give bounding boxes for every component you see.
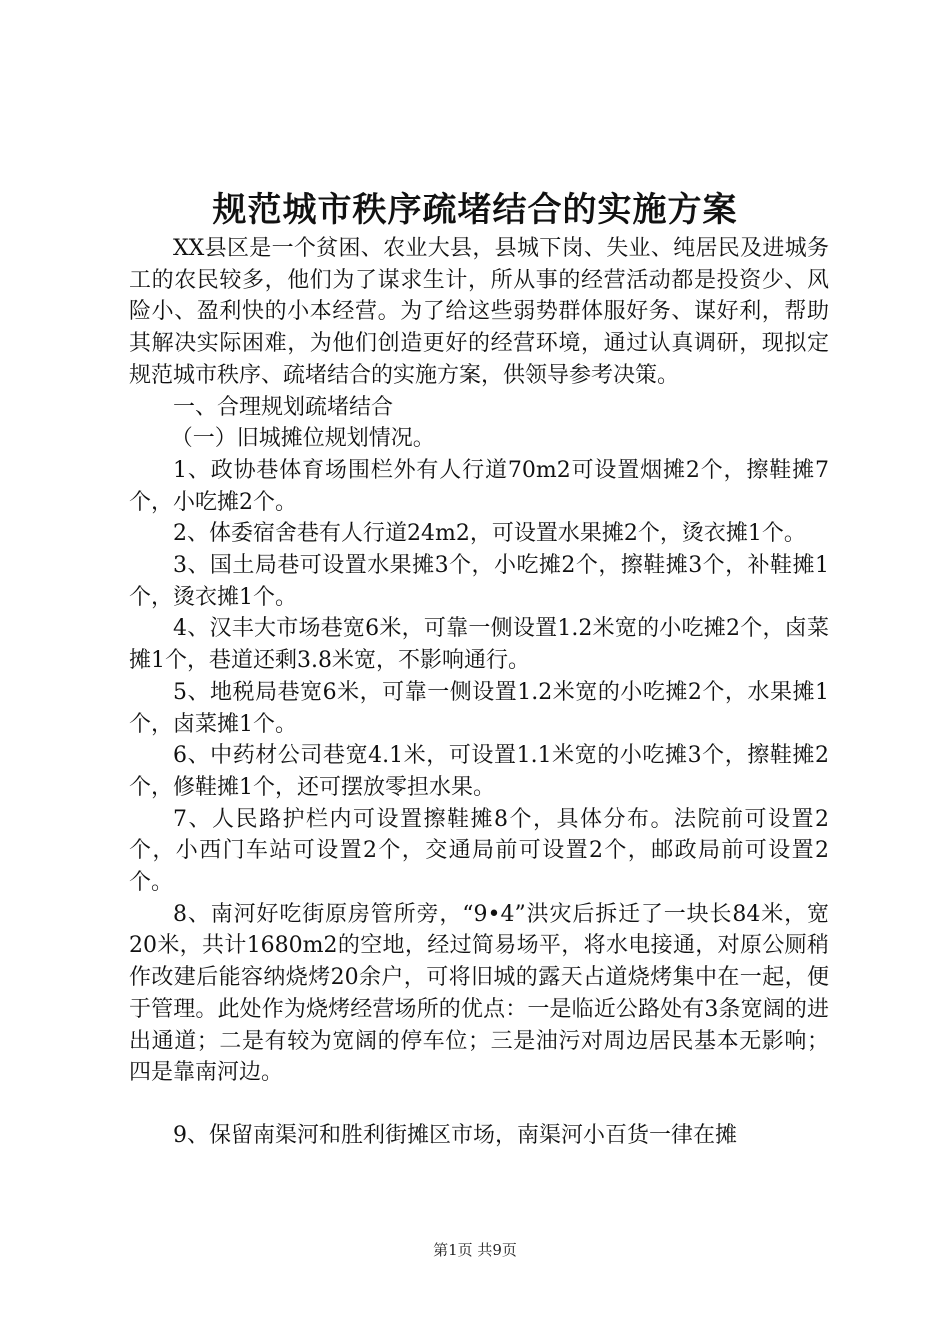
list-item: 3、国土局巷可设置水果摊3个，小吃摊2个，擦鞋摊3个，补鞋摊1个，烫衣摊1个。 bbox=[129, 553, 829, 610]
list-item: 8、南河好吃街原房管所旁，“9•4”洪灾后拆迁了一块长84米，宽20米，共计1680m2的空地，经过简易场平，将水电接通，对原公厕稍作改建后能容纳烧烤20余户，可将旧城的露天占道烧烤集中在一起，便于管理。此处作为烧烤经营场所的优点：一是临近公路处有3条宽阔的进出通道；二是有较为宽阔的停车位；三是油污对周边居民基本无影响；四是靠南河边。 bbox=[129, 901, 829, 1086]
list-item: 6、中药材公司巷宽4.1米，可设置1.1米宽的小吃摊3个，擦鞋摊2个，修鞋摊1个，还可摆放零担水果。 bbox=[129, 743, 829, 800]
list-item: 7、人民路护栏内可设置擦鞋摊8个，具体分布。法院前可设置2个，小西门车站可设置2个，交通局前可设置2个，邮政局前可设置2个。 bbox=[129, 806, 829, 896]
document-body bbox=[129, 233, 829, 1152]
subsection-heading: （一）旧城摊位规划情况。 bbox=[170, 426, 435, 452]
section-heading: 一、合理规划疏堵结合 bbox=[173, 394, 394, 420]
document-title: 规范城市秩序疏堵结合的实施方案 bbox=[212, 190, 738, 230]
intro-paragraph: XX县区是一个贫困、农业大县，县城下岗、失业、纯居民及进城务工的农民较多，他们为了谋求生计，所从事的经营活动都是投资少、风险小、盈利快的小本经营。为了给这些弱势群体服好务、谋好利，帮助其解决实际困难，为他们创造更好的经营环境，通过认真调研，现拟定规范城市秩序、疏堵结合的实施方案，供领导参考决策。 bbox=[129, 236, 829, 388]
list-item: 2、体委宿舍巷有人行道24m2，可设置水果摊2个，烫衣摊1个。 bbox=[173, 521, 806, 547]
page-footer: 第1页 共9页 bbox=[433, 1241, 517, 1259]
list-item: 4、汉丰大市场巷宽6米，可靠一侧设置1.2米宽的小吃摊2个，卤菜摊1个，巷道还剩3.8米宽，不影响通行。 bbox=[129, 616, 829, 674]
list-item: 9、保留南渠河和胜利街摊区市场，南渠河小百货一律在摊 bbox=[173, 1122, 737, 1148]
list-item: 5、地税局巷宽6米，可靠一侧设置1.2米宽的小吃摊2个，水果摊1个，卤菜摊1个。 bbox=[129, 679, 829, 737]
list-item: 1、政协巷体育场围栏外有人行道70m2可设置烟摊2个，擦鞋摊7个，小吃摊2个。 bbox=[129, 457, 829, 515]
